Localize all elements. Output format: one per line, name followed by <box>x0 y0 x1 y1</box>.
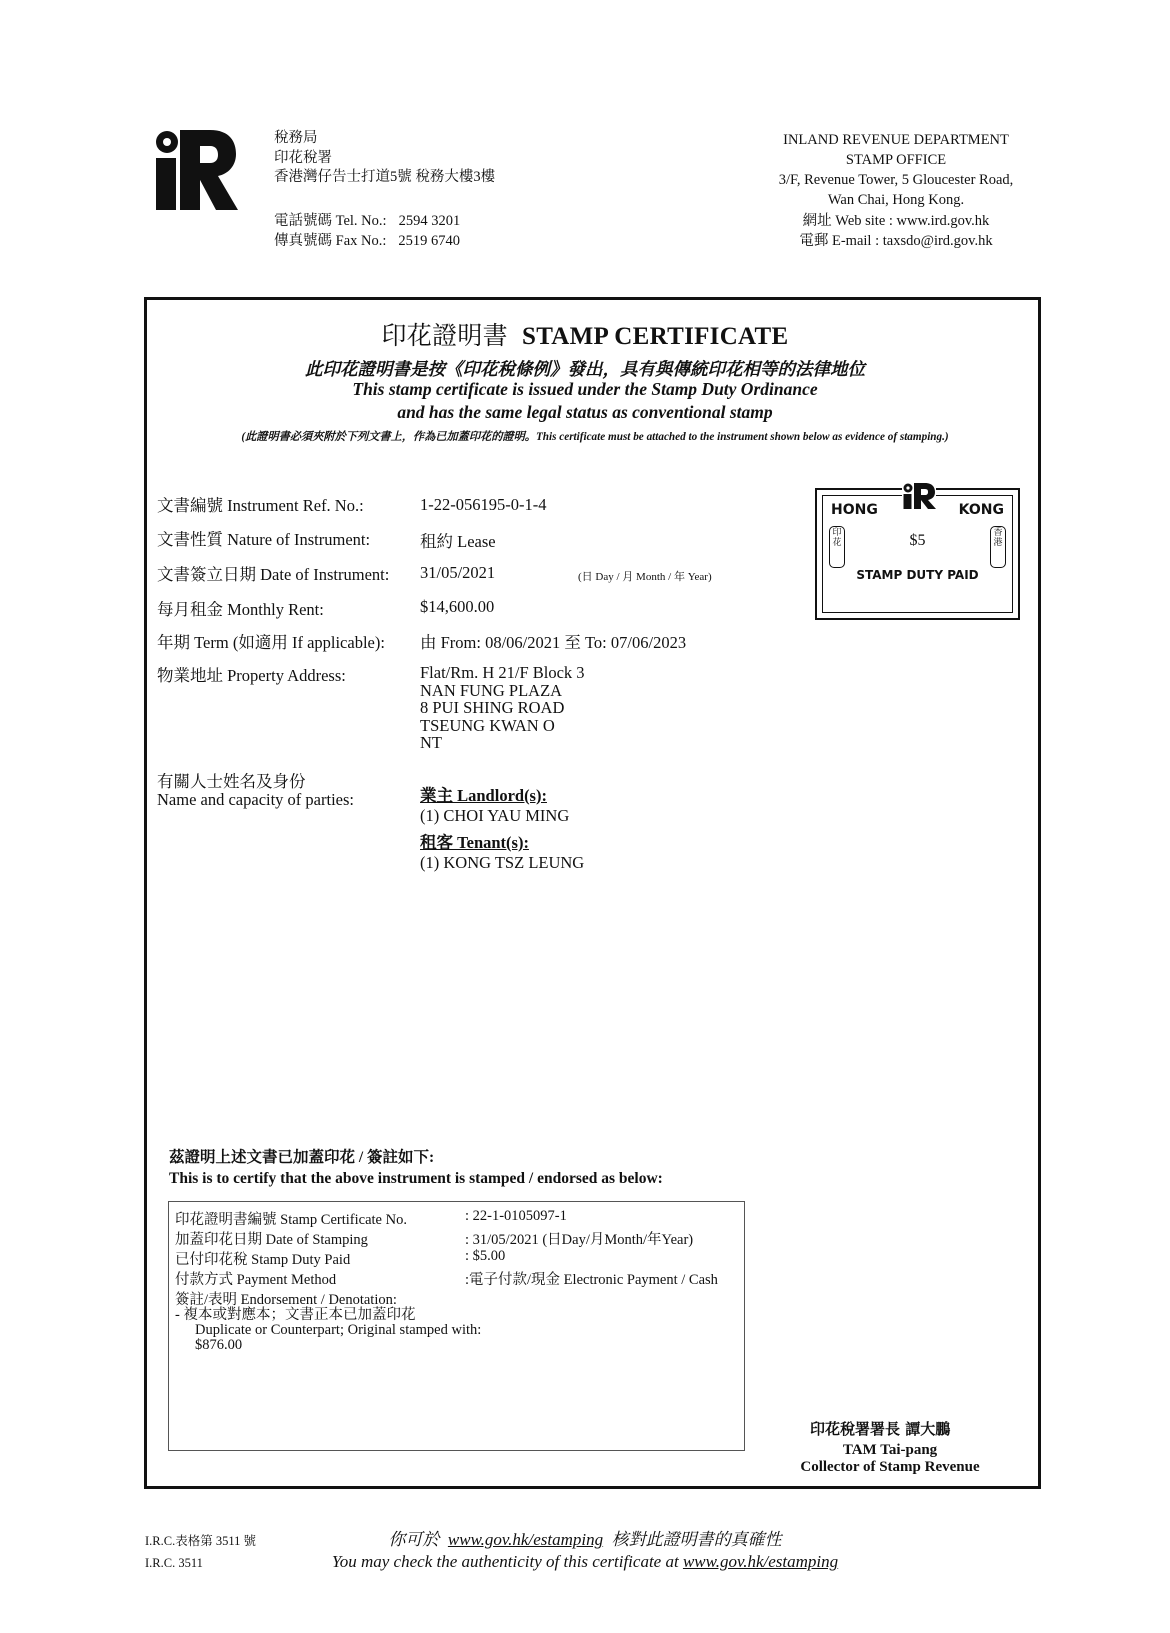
check-en-pre: You may check the authenticity of this certificate at <box>331 1552 679 1571</box>
endorsement-box <box>168 1201 745 1451</box>
address-line: NAN FUNG PLAZA <box>420 680 563 700</box>
certify-en: This is to certify that the above instrument is stamped / endorsed as below: <box>169 1170 663 1187</box>
tenant-head: 租客 Tenant(s): <box>420 833 529 852</box>
nature-label: 文書性質 Nature of Instrument: <box>157 530 371 549</box>
signature-title-zh: 印花稅署署長 譚大鵬 <box>810 1420 951 1438</box>
certify-zh: 茲證明上述文書已加蓋印花 / 簽註如下: <box>169 1149 435 1166</box>
landlord-head: 業主 Landlord(s): <box>420 786 547 805</box>
date-value: 31/05/2021 <box>420 563 496 582</box>
rent-value: $14,600.00 <box>420 597 495 616</box>
payment-method-value: :電子付款/現金 Electronic Payment / Cash <box>465 1272 718 1288</box>
stamping-date-value: : 31/05/2021 (日Day/月Month/年Year) <box>465 1232 694 1248</box>
note-line-1: - 複本或對應本；文書正本已加蓋印花 <box>175 1307 416 1323</box>
certificate-title <box>0 316 1170 352</box>
landlord-heading <box>420 782 547 806</box>
ref-value: 1-22-056195-0-1-4 <box>420 495 547 514</box>
address-en-2: Wan Chai, Hong Kong. <box>827 192 965 208</box>
date-hint: (日 Day / 月 Month / 年 Year) <box>578 571 712 583</box>
tenant-heading <box>420 829 529 853</box>
address-line: TSEUNG KWAN O <box>420 715 555 735</box>
signature-title-en: Collector of Stamp Revenue <box>800 1459 980 1475</box>
signature-name-en: TAM Tai-pang <box>842 1442 938 1458</box>
subtitle-zh: 此印花證明書是按《印花稅條例》發出，具有與傳統印花相等的法律地位 <box>305 359 865 379</box>
header-left <box>274 129 495 188</box>
header-right <box>738 130 1054 210</box>
stamp-hong: HONG <box>831 502 878 518</box>
endorsement-label: 簽註/表明 Endorsement / Denotation: <box>175 1292 397 1308</box>
dept-zh: 稅務局 <box>274 130 318 146</box>
stamp-amount: $5 <box>909 532 926 549</box>
subtitle-en-2: and has the same legal status as conventional stamp <box>397 402 773 422</box>
stamp-side-right: 香港 <box>990 526 1006 568</box>
title-zh: 印花證明書 <box>381 323 508 350</box>
note-line-3: $876.00 <box>195 1337 243 1353</box>
ref-label: 文書編號 Instrument Ref. No.: <box>157 496 364 515</box>
payment-method-label: 付款方式 Payment Method <box>175 1272 337 1288</box>
check-zh <box>0 1525 1170 1550</box>
header-web <box>738 211 1054 251</box>
nature-value: 租約 Lease <box>420 532 496 551</box>
stamping-date-label: 加蓋印花日期 Date of Stamping <box>175 1232 368 1248</box>
duty-paid-label: 已付印花稅 Stamp Duty Paid <box>175 1252 351 1268</box>
stamp-side-left: 印花 <box>829 526 845 568</box>
term-value: 由 From: 08/06/2021 至 To: 07/06/2023 <box>420 633 687 652</box>
stamp-duty-paid-stamp <box>815 488 1020 620</box>
title-en: STAMP CERTIFICATE <box>521 323 789 350</box>
property-address <box>420 664 585 752</box>
parties-label-en: Name and capacity of parties: <box>157 790 354 809</box>
cert-no-value: : 22-1-0105097-1 <box>465 1208 567 1224</box>
estamping-link-en[interactable]: www.gov.hk/estamping <box>682 1552 839 1571</box>
rent-label: 每月租金 Monthly Rent: <box>157 600 324 619</box>
check-zh-post: 核對此證明書的真確性 <box>611 1530 782 1549</box>
address-line: Flat/Rm. H 21/F Block 3 <box>420 663 585 682</box>
subtitle-en-1: This stamp certificate is issued under the Stamp Duty Ordinance <box>352 379 818 399</box>
form-number-zh: I.R.C.表格第 3511 號 <box>145 1534 256 1548</box>
tel-value: 2594 3201 <box>398 213 461 229</box>
office-en: STAMP OFFICE <box>845 152 947 168</box>
fax-label: 傳真號碼 Fax No.: <box>274 233 387 249</box>
form-number-en: I.R.C. 3511 <box>145 1556 203 1570</box>
term-label: 年期 Term (如適用 If applicable): <box>157 633 385 652</box>
stamp-kong: KONG <box>958 502 1004 518</box>
check-zh-pre: 你可於 <box>388 1530 440 1549</box>
fax-value: 2519 6740 <box>398 233 460 249</box>
address-zh: 香港灣仔告士打道5號 稅務大樓3樓 <box>274 169 496 185</box>
address-label: 物業地址 Property Address: <box>157 666 346 685</box>
address-line: NT <box>420 733 442 752</box>
note-line-2: Duplicate or Counterpart; Original stamped with: <box>195 1322 482 1338</box>
check-en <box>0 1552 1170 1572</box>
ird-logo <box>152 128 238 212</box>
parties-label <box>157 773 354 809</box>
estamping-link-zh[interactable]: www.gov.hk/estamping <box>447 1530 604 1549</box>
attachment-note: (此證明書必須夾附於下列文書上，作為已加蓋印花的證明。This certificate must be attached to the instrument shown below as evidence of stamping.) <box>241 431 949 443</box>
landlord-1: (1) CHOI YAU MING <box>420 806 570 825</box>
header-contact <box>274 211 460 251</box>
stamp-paid-text: STAMP DUTY PAID <box>856 568 979 582</box>
date-label: 文書簽立日期 Date of Instrument: <box>157 565 390 584</box>
address-line: 8 PUI SHING ROAD <box>420 698 565 717</box>
tenant-1: (1) KONG TSZ LEUNG <box>420 853 585 872</box>
tel-label: 電話號碼 Tel. No.: <box>274 213 387 229</box>
email-link[interactable]: 電郵 E-mail : taxsdo@ird.gov.hk <box>799 233 993 249</box>
stamp-ird-logo <box>902 482 936 510</box>
duty-paid-value: : $5.00 <box>465 1248 506 1264</box>
endorsement-note <box>175 1308 481 1353</box>
dept-en: INLAND REVENUE DEPARTMENT <box>783 132 1009 148</box>
cert-no-label: 印花證明書編號 Stamp Certificate No. <box>175 1212 407 1228</box>
office-zh: 印花稅署 <box>274 149 332 166</box>
certify-statement <box>169 1147 663 1189</box>
website-link[interactable]: 網址 Web site : www.ird.gov.hk <box>802 213 990 229</box>
signature-en <box>790 1442 990 1476</box>
parties-label-zh: 有關人士姓名及身份 <box>157 772 306 791</box>
address-en-1: 3/F, Revenue Tower, 5 Gloucester Road, <box>778 172 1014 188</box>
